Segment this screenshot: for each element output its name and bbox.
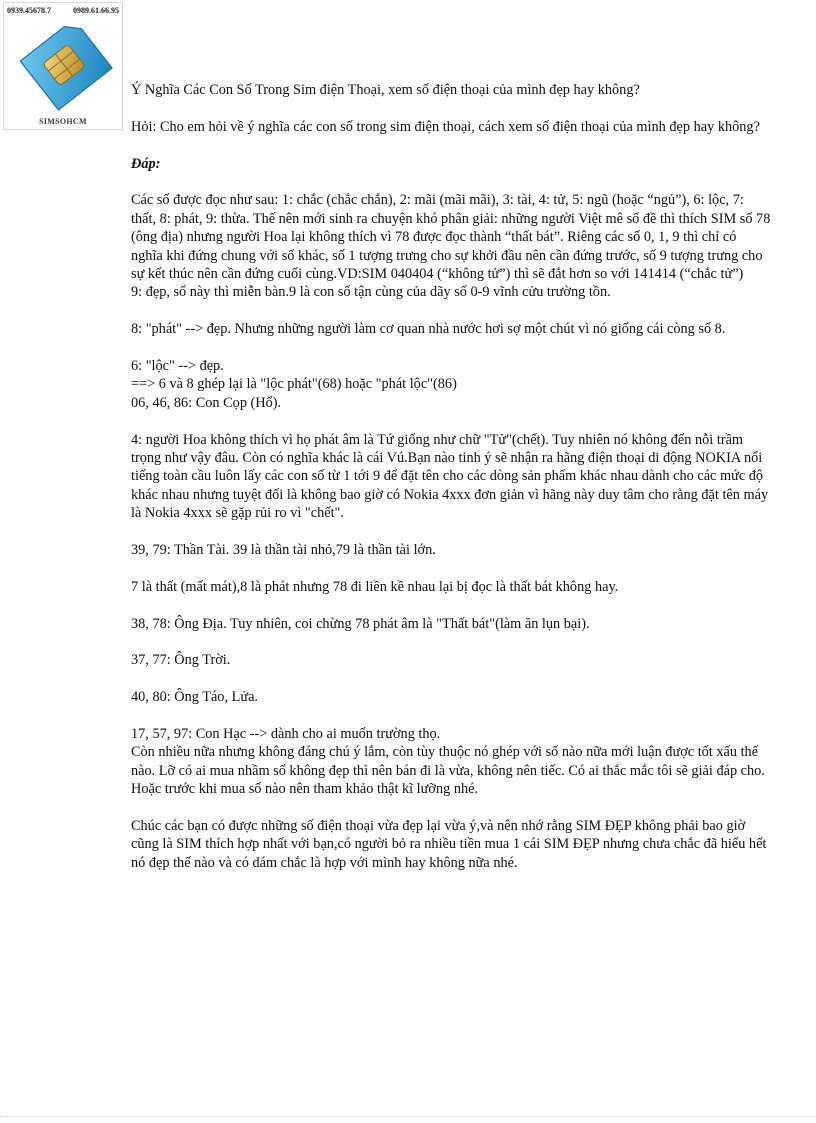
answer-paragraph	[131, 651, 771, 669]
article-body	[131, 81, 771, 891]
paragraph-line: 17, 57, 97: Con Hạc --> dành cho ai muốn trường thọ.	[131, 726, 441, 743]
answer-paragraph	[131, 688, 771, 706]
logo-phone-right: 0989.61.66.95	[73, 6, 119, 15]
answer-paragraph	[131, 431, 771, 523]
paragraph-line: 39, 79: Thần Tài. 39 là thần tài nhỏ,79 là thần tài lớn.	[131, 542, 436, 559]
answer-paragraph	[131, 541, 771, 559]
paragraph-line: 06, 46, 86: Con Cọp (Hổ).	[131, 394, 282, 411]
answer-paragraph	[131, 817, 771, 872]
paragraph-line: 9: đẹp, số này thì miễn bàn.9 là con số tận cùng của dãy số 0-9 vĩnh cửu trường tồn.	[131, 284, 611, 301]
logo-phone-left: 0939.45678.7	[7, 6, 51, 15]
paragraph-line: Chúc các bạn có được những số điện thoại vừa đẹp lại vừa ý,và nên nhớ rằng SIM ĐẸP không phải bao giờ cũng là SIM thích hợp nhất với bạn,có người bỏ ra nhiều tiền mua 1 cái SIM ĐẸP nhưng chưa chắc đã hiểu hết nó đẹp thế nào và có dám chắc là hợp với mình hay không nữa nhé.	[131, 818, 767, 871]
answer-paragraph	[131, 357, 771, 412]
paragraph-line: Còn nhiều nữa nhưng không đáng chú ý lắm, còn tùy thuộc nó ghép với số nào nữa mới luận được tốt xấu thế nào. Lỡ có ai mua nhầm số không đẹp thì nên bán đi là vừa, không nên tiếc. Có ai thắc mắc tôi sẽ giải đáp cho. Hoặc trước khi mua số nào nên tham khảo thật kĩ lưỡng nhé.	[131, 744, 765, 798]
paragraph-line: 37, 77: Ông Trời.	[131, 652, 231, 669]
paragraph-line: 7 là thất (mất mát),8 là phát nhưng 78 đi liền kề nhau lại bị đọc là thất bát không hay.	[131, 578, 619, 595]
sim-card-icon	[10, 15, 118, 115]
article-title: Ý Nghĩa Các Con Số Trong Sim điện Thoại, xem số điện thoại của mình đẹp hay không?	[131, 82, 640, 98]
paragraph-line: 40, 80: Ông Táo, Lửa.	[131, 689, 259, 706]
paragraph-line: 4: người Hoa không thích vì họ phát âm là Tứ giống như chữ "Tử"(chết). Tuy nhiên nó không đến nỗi trầm trọng như vậy đâu. Còn có nghĩa khác là cái Vú.Bạn nào tinh ý sẽ nhận ra hãng điện thoại di động NOKIA nổi tiếng toàn cầu luôn lấy các con số từ 1 tới 9 để đặt tên cho các dòng sản phẩm khác nhau dành cho các mức độ khác nhau nhưng tuyệt đối là không bao giờ có Nokia 4xxx đơn giản vì hãng này duy tâm cho rằng đặt tên máy là Nokia 4xxx sẽ gặp rủi ro vì "chết".	[131, 431, 769, 522]
answer-paragraphs	[131, 191, 771, 872]
answer-paragraph	[131, 725, 771, 799]
paragraph-line: 8: "phát" --> đẹp. Nhưng những người làm cơ quan nhà nước hơi sợ một chút vì nó giống cái còng số 8.	[131, 321, 726, 338]
answer-heading: Đáp:	[131, 155, 161, 172]
paragraph-line: ==> 6 và 8 ghép lại là "lộc phát"(68) hoặc "phát lộc"(86)	[131, 376, 457, 393]
answer-paragraph	[131, 615, 771, 633]
simsohcm-logo	[3, 2, 123, 130]
paragraph-line: Các số được đọc như sau: 1: chắc (chắc chắn), 2: mãi (mãi mãi), 3: tài, 4: tử, 5: ngũ (hoặc “ngủ”), 6: lộc, 7: thất, 8: phát, 9: thừa. Thế nên mới sinh ra chuyện khó phân giải: những người Việt mê số đề thì thích SIM số 78 (ông địa) nhưng người Hoa lại không thích vì 78 được đọc thành “thất bát”. Riêng các số 0, 1, 9 thì chỉ có nghĩa khi đứng chung với số khác, số 1 tượng trưng cho sự khởi đầu nên cần đứng trước, số 9 tượng trưng cho sự kết thúc nên cần đứng cuối cùng.VD:SIM 040404 (“không tử”) thì sẽ đắt hơn so với 141414 (“chắc tử”)	[131, 192, 771, 283]
article-question: Hỏi: Cho em hỏi về ý nghĩa các con số trong sim điện thoại, cách xem số điện thoại của mình đẹp hay không?	[131, 118, 760, 135]
answer-paragraph	[131, 578, 771, 596]
paragraph-line: 38, 78: Ông Địa. Tuy nhiên, coi chừng 78 phát âm là "Thất bát"(làm ăn lụn bại).	[131, 615, 590, 632]
paragraph-line: 6: "lộc" --> đẹp.	[131, 358, 224, 375]
page-bottom-border	[0, 1116, 816, 1117]
logo-caption: SIMSOHCM	[39, 117, 87, 126]
answer-paragraph	[131, 320, 771, 338]
answer-paragraph	[131, 191, 771, 301]
